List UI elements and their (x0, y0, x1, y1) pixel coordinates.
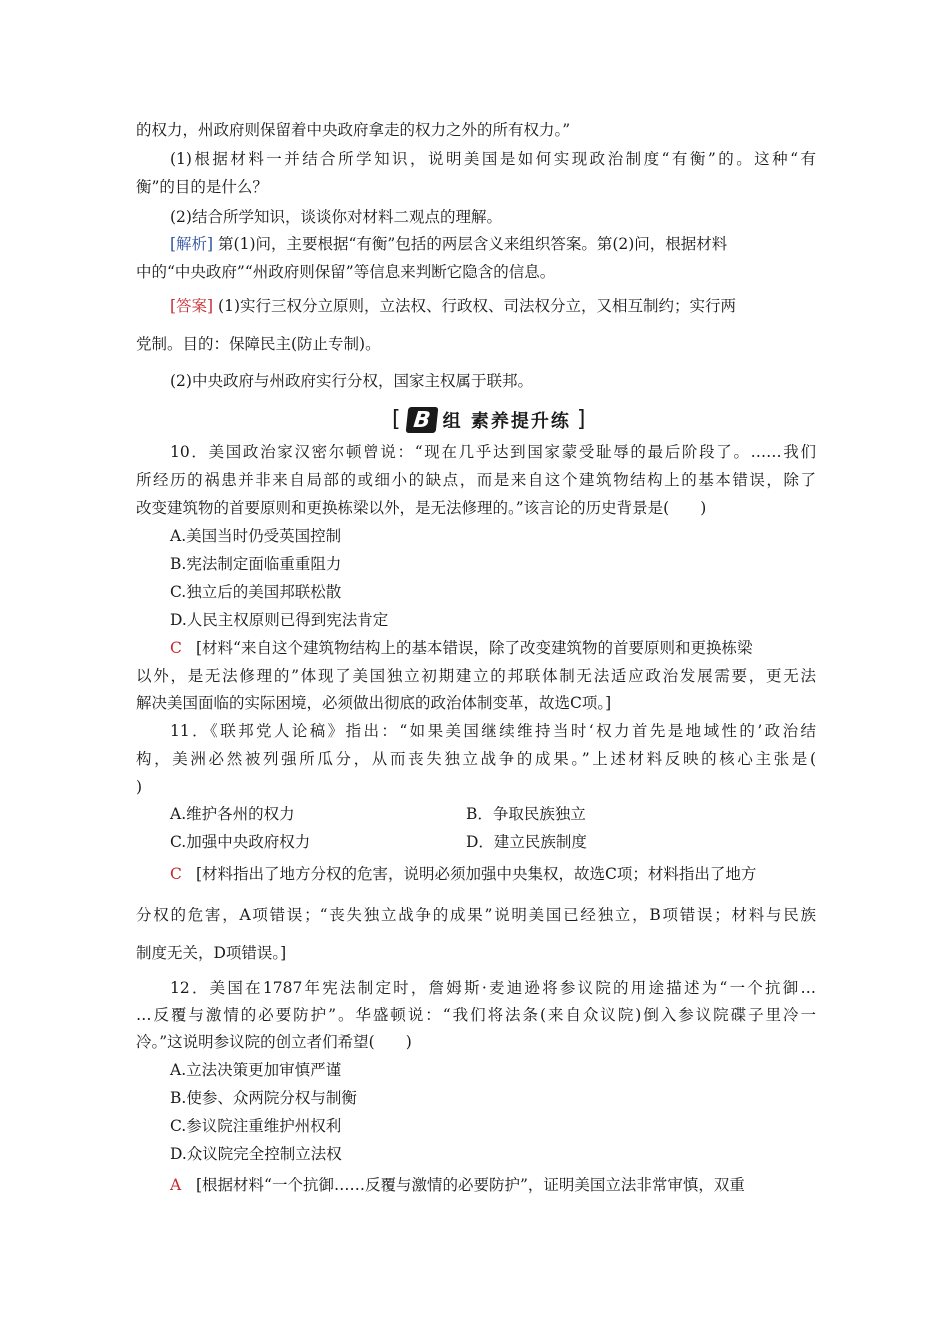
text-line: 中的“中央政府”“州政府则保留”等信息来判断它隐含的信息。 (136, 263, 556, 281)
analysis-tag: [解析] (170, 235, 214, 253)
banner-letter-badge: B (405, 407, 438, 433)
option-c: C.独立后的美国邦联松散 (170, 583, 342, 601)
option-a: A.维护各州的权力 (170, 805, 295, 823)
text-line: 构，美洲必然被列强所瓜分，从而丧失独立战争的成果。”上述材料反映的核心主张是( (136, 750, 816, 768)
text-line: 衡”的目的是什么？ (136, 178, 268, 196)
text-line: 改变建筑物的首要原则和更换栋梁以外，是无法修理的。”该言论的历史背景是( ) (136, 499, 707, 517)
option-b: B．争取民族独立 (466, 805, 586, 823)
question-10-stem: 10．美国政治家汉密尔顿曾说：“现在几乎达到国家蒙受耻辱的最后阶段了。……我们 (170, 443, 816, 461)
banner-open-bracket: [ (392, 407, 401, 432)
answer-letter: A (170, 1176, 182, 1194)
options-row (170, 831, 816, 853)
explanation-line (170, 863, 816, 885)
option-c: C.加强中央政府权力 (170, 833, 311, 851)
analysis-line (170, 233, 816, 255)
explanation-text: [材料“来自这个建筑物结构上的基本错误，除了改变建筑物的首要原则和更换栋梁 (196, 639, 753, 657)
option-b: B.使参、众两院分权与制衡 (170, 1089, 357, 1107)
text-line: 的权力，州政府则保留着中央政府拿走的权力之外的所有权力。” (136, 121, 571, 139)
text-line: 党制。目的：保障民主(防止专制)。 (136, 335, 381, 353)
options-row (170, 803, 816, 825)
text-line: …反覆与激情的必要防护”。华盛顿说：“我们将法条(来自众议院)倒入参议院碟子里冷一 (136, 1006, 816, 1024)
text-line: 所经历的祸患并非来自局部的或细小的缺点，而是来自这个建筑物结构上的基本错误，除了 (136, 471, 816, 489)
answer-line (170, 295, 816, 317)
option-a: A.立法决策更加审慎严谨 (170, 1061, 342, 1079)
option-a: A.美国当时仍受英国控制 (170, 527, 342, 545)
text-line: (2)中央政府与州政府实行分权，国家主权属于联邦。 (170, 372, 533, 390)
question-part-2: (2)结合所学知识，谈谈你对材料二观点的理解。 (170, 208, 502, 226)
text-line: 分权的危害，A项错误；“丧失独立战争的成果”说明美国已经独立，B项错误；材料与民族 (136, 906, 816, 924)
option-d: D．建立民族制度 (466, 833, 587, 851)
text-line: ) (136, 778, 143, 796)
explanation-line (170, 637, 816, 659)
option-d: D.众议院完全控制立法权 (170, 1145, 342, 1163)
section-banner (392, 405, 585, 435)
answer-letter: C (170, 865, 182, 883)
answer-tag: [答案] (170, 297, 214, 315)
question-part-1: (1)根据材料一并结合所学知识，说明美国是如何实现政治制度“有衡”的。这种“有 (170, 150, 816, 168)
answer-letter: C (170, 639, 182, 657)
option-b: B.宪法制定面临重重阻力 (170, 555, 342, 573)
text-line: 冷。”这说明参议院的创立者们希望( ) (136, 1033, 412, 1051)
banner-title: 组 素养提升练 (442, 411, 571, 432)
text-line: 以外，是无法修理的”体现了美国独立初期建立的邦联体制无法适应政治发展需要，更无法 (136, 667, 816, 685)
answer-text: (1)实行三权分立原则，立法权、行政权、司法权分立，又相互制约；实行两 (213, 297, 736, 315)
question-11-stem: 11．《联邦党人论稿》指出：“如果美国继续维持当时‘权力首先是地域性的’政治结 (170, 722, 816, 740)
banner-close-bracket: ] (576, 407, 586, 432)
option-c: C.参议院注重维护州权利 (170, 1117, 342, 1135)
explanation-text: [根据材料“一个抗御……反覆与激情的必要防护”，证明美国立法非常审慎，双重 (196, 1176, 745, 1194)
text-line: 制度无关，D项错误。] (136, 944, 287, 962)
text-line: 解决美国面临的实际困境，必须做出彻底的政治体制变革，故选C项。] (136, 694, 612, 712)
analysis-text: 第(1)问，主要根据“有衡”包括的两层含义来组织答案。第(2)问，根据材料 (213, 235, 728, 253)
explanation-text: [材料指出了地方分权的危害，说明必须加强中央集权，故选C项；材料指出了地方 (196, 865, 757, 883)
option-d: D.人民主权原则已得到宪法肯定 (170, 611, 389, 629)
question-12-stem: 12．美国在1787年宪法制定时，詹姆斯·麦迪逊将参议院的用途描述为“一个抗御… (170, 979, 816, 997)
explanation-line (170, 1174, 816, 1196)
